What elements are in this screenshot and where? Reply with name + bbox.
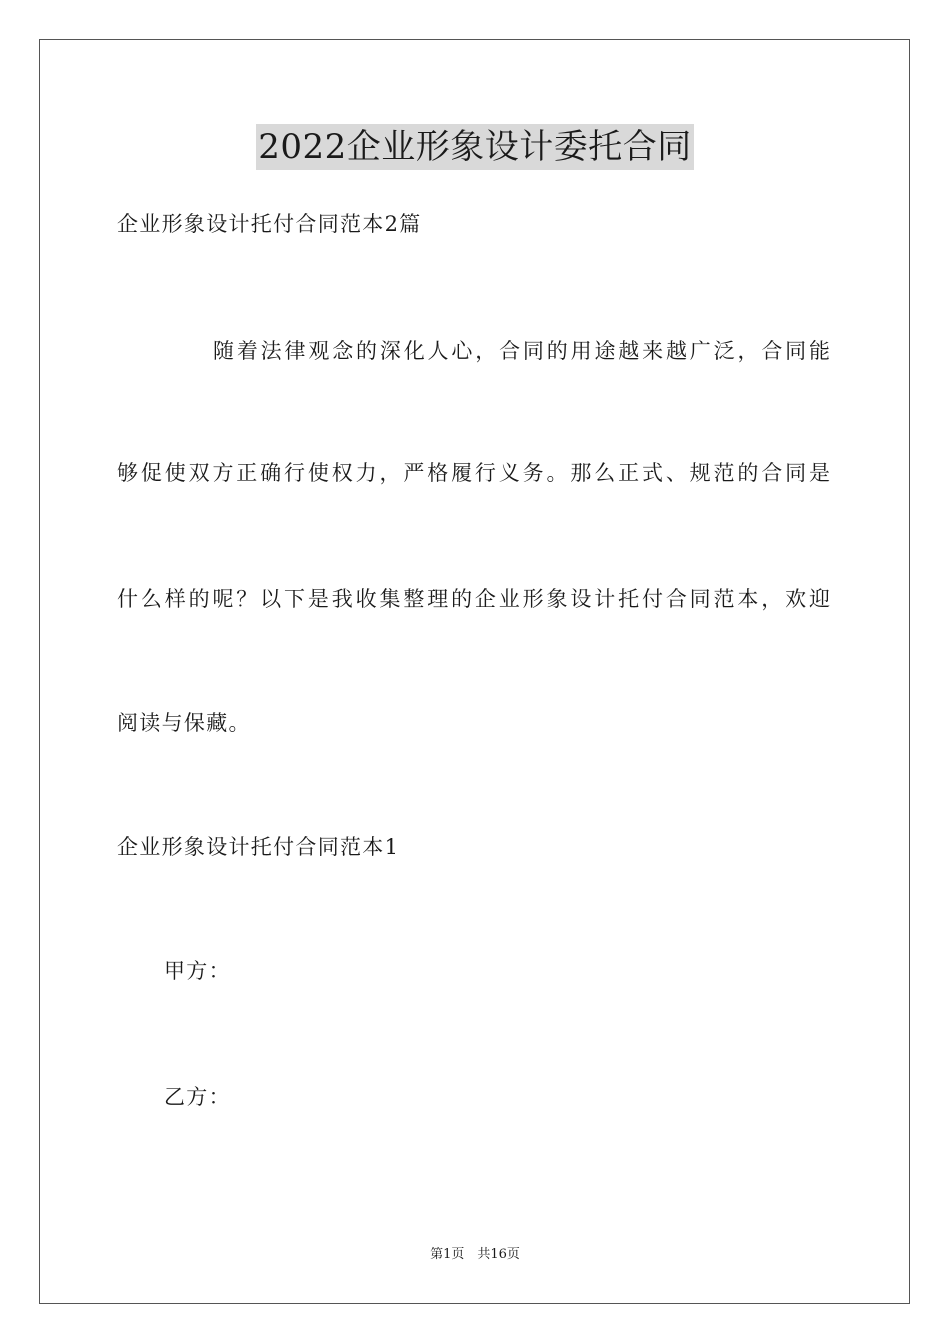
document-title: 2022企业形象设计委托合同 <box>256 124 694 170</box>
page-footer: 第1页 共16页 <box>430 1247 520 1262</box>
paragraph-line-4: 阅读与保藏。 <box>117 711 251 735</box>
title-container <box>0 124 950 170</box>
section-heading: 企业形象设计托付合同范本1 <box>117 835 400 859</box>
document-subtitle: 企业形象设计托付合同范本2篇 <box>117 212 422 236</box>
paragraph-line-1: 随着法律观念的深化人心，合同的用途越来越广泛，合同能 <box>213 339 830 363</box>
paragraph-line-3: 什么样的呢？以下是我收集整理的企业形象设计托付合同范本，欢迎 <box>117 587 830 611</box>
party-b-label: 乙方： <box>164 1085 231 1109</box>
paragraph-line-2: 够促使双方正确行使权力，严格履行义务。那么正式、规范的合同是 <box>117 461 830 485</box>
party-a-label: 甲方： <box>164 959 231 983</box>
